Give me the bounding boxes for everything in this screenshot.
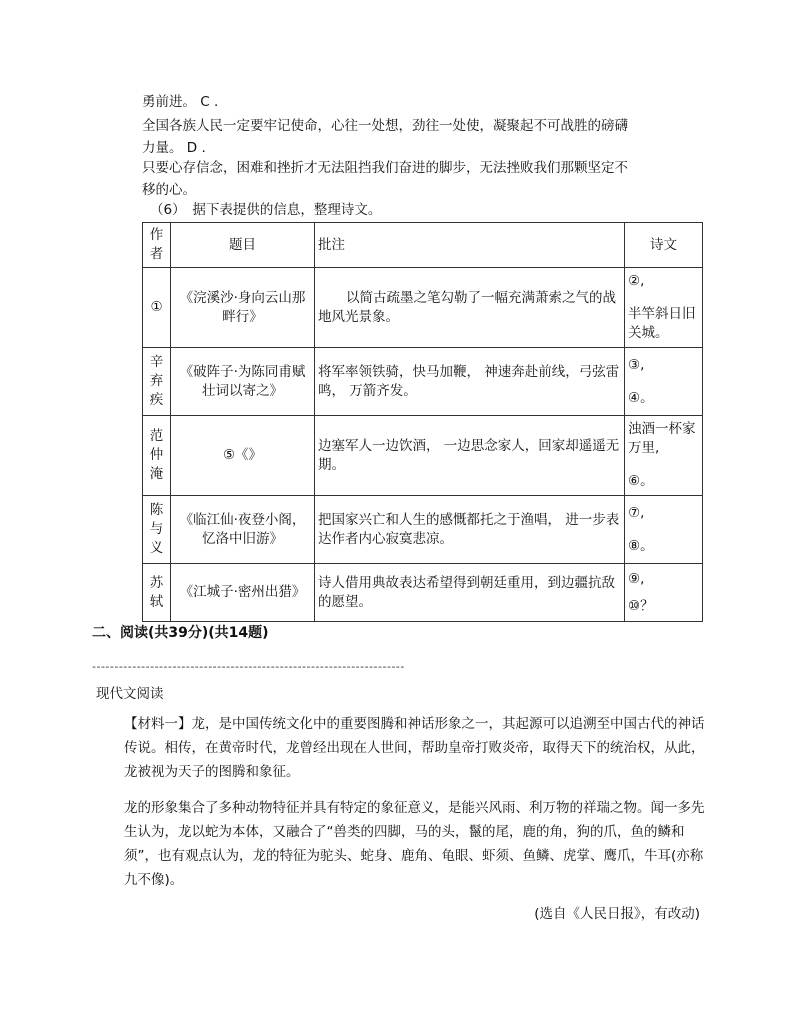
intro-line: 力量。 D . [142, 140, 206, 156]
blank-text: ⑦, [628, 504, 645, 521]
row-note [315, 268, 625, 348]
row-poem [625, 564, 703, 622]
row-poem [625, 348, 703, 416]
row-note: 诗人借用典故表达希望得到朝廷重用，到边疆抗敌的愿望。 [315, 564, 625, 622]
table-row [143, 564, 703, 622]
row-author: 苏轼 [143, 564, 171, 622]
table-row [143, 268, 703, 348]
table-row [143, 496, 703, 564]
row-title: 《江城子·密州出猎》 [171, 564, 315, 622]
row-poem [625, 268, 703, 348]
header-poem: 诗文 [625, 223, 703, 268]
table-row [143, 348, 703, 416]
intro-line: 移的心。 [142, 182, 196, 198]
header-author: 作者 [143, 223, 171, 268]
intro-line: 全国各族人民一定要牢记使命，心往一处想，劲往一处使，凝聚起不可战胜的磅礴 [142, 118, 628, 134]
section-title: 二、阅读(共39分)(共14题) [92, 625, 269, 641]
poem-text: 半竿斜日旧关城。 [628, 306, 696, 341]
row-author: ① [143, 268, 171, 348]
row-title: 《临江仙·夜登小阁，忆洛中旧游》 [171, 496, 315, 564]
blank-text: ④。 [628, 389, 654, 406]
row-author: 陈与义 [143, 496, 171, 564]
poem-text: 浊酒一杯家万里, [628, 421, 696, 456]
row-note: 将军率领铁骑，快马加鞭， 神速奔赴前线，弓弦雷鸣， 万箭齐发。 [315, 348, 625, 416]
reading-label: 现代文阅读 [96, 686, 164, 702]
intro-line: 勇前进。 C . [142, 94, 219, 110]
blank-text: ③, [628, 356, 645, 373]
intro-line: 只要心存信念，困难和挫折才无法阻挡我们奋进的脚步，无法挫败我们那颗坚定不 [142, 160, 628, 176]
row-note: 把国家兴亡和人生的感慨都托之于渔唱， 进一步表达作者内心寂寞悲凉。 [315, 496, 625, 564]
divider-line: ---------------------------------------------------------------------- [92, 660, 405, 673]
row-note: 边塞军人一边饮酒， 一边思念家人，回家却遥遥无期。 [315, 416, 625, 496]
header-note: 批注 [315, 223, 625, 268]
table-header-row [143, 223, 703, 268]
header-title: 题目 [171, 223, 315, 268]
row-poem [625, 416, 703, 496]
paragraph [96, 796, 708, 892]
question-prompt: （6） 据下表提供的信息，整理诗文。 [150, 202, 382, 218]
blank-text: ⑧。 [628, 537, 654, 554]
row-title: 《破阵子·为陈同甫赋壮词以寄之》 [171, 348, 315, 416]
paragraph-text: 龙的形象集合了多种动物特征并具有特定的象征意义，是能兴风雨、利万物的祥瑞之物。闻一多先生认为，龙以蛇为本体，又融合了“兽类的四脚，马的头，鬣的尾，鹿的角，狗的爪，鱼的鳞和须”，也有观点认为，龙的特征为驼头、蛇身、鹿角、龟眼、虾须、鱼鳞、虎掌、鹰爪，牛耳(亦称九不像)。 [124, 800, 705, 888]
row-title: 《浣溪沙·身向云山那畔行》 [171, 268, 315, 348]
row-title: ⑤《》 [171, 416, 315, 496]
blank-text: ②, [628, 273, 645, 289]
blank-text: ⑩？ [628, 597, 654, 614]
poem-table [142, 222, 703, 622]
source-note: (选自《人民日报》，有改动) [534, 906, 700, 922]
paragraph-text: 【材料一】龙，是中国传统文化中的重要图腾和神话形象之一，其起源可以追溯至中国古代的神话传说。相传，在黄帝时代，龙曾经出现在人世间，帮助皇帝打败炎帝，取得天下的统治权，从此，龙被视为天子的图腾和象征。 [124, 716, 705, 780]
row-note-text: 以简古疏墨之笔勾勒了一幅充满萧索之气的战地风光景象。 [318, 289, 616, 325]
row-author: 范仲淹 [143, 416, 171, 496]
row-poem [625, 496, 703, 564]
table-row [143, 416, 703, 496]
blank-text: ⑨, [628, 570, 645, 587]
blank-text: ⑥。 [628, 473, 654, 489]
row-author: 辛弃疾 [143, 348, 171, 416]
paragraph [96, 712, 708, 784]
